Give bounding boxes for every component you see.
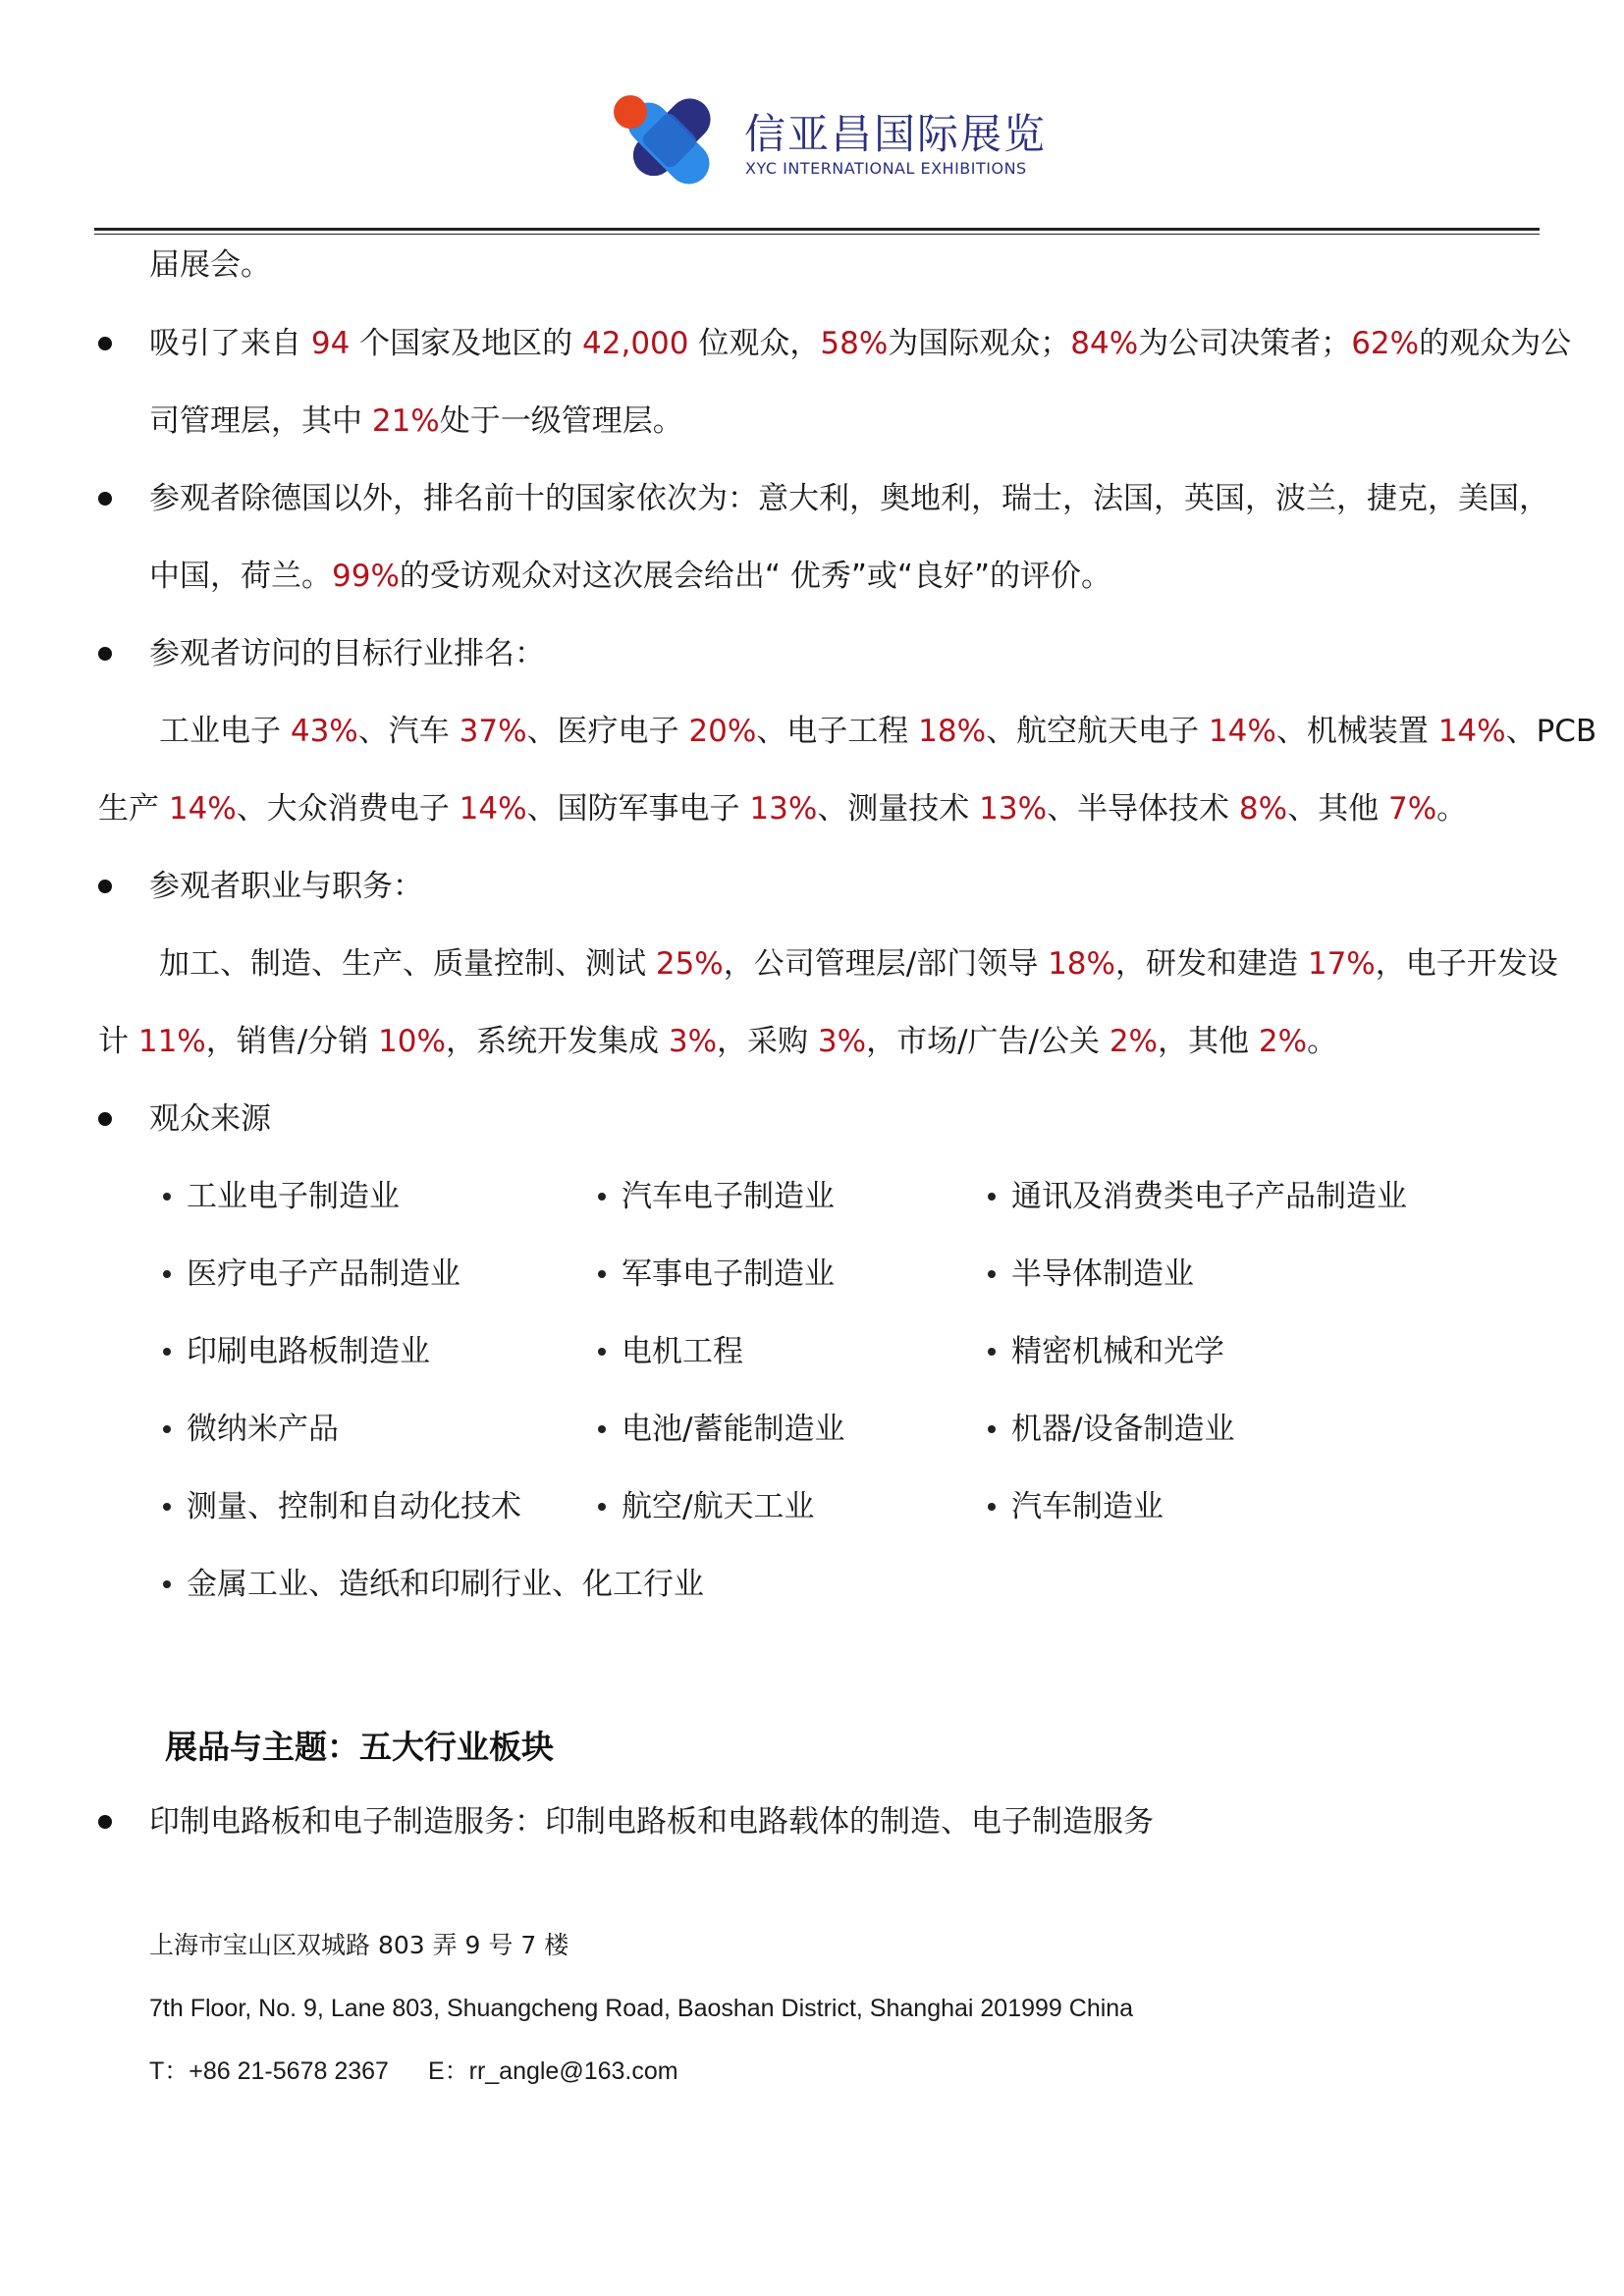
occupation-line2: 计 11%，销售/分销 10%，系统开发集成 3%，采购 3%，市场/广告/公关 2%，其他 2%。 [98,1024,1338,1059]
small-bullet-icon [988,1270,996,1278]
small-bullet-icon [988,1425,996,1433]
occupation-line1: 加工、制造、生产、质量控制、测试 25%，公司管理层/部门领导 18%，研发和建造 17%，电子开发设 [159,946,1558,982]
visitor-stats-line2: 司管理层，其中 21%处于一级管理层。 [149,403,683,439]
industry-ranking-title: 参观者访问的目标行业排名： [149,636,545,671]
small-bullet-icon [598,1348,606,1356]
header-divider-thin [94,234,1540,235]
pcb-topic-line: 印制电路板和电子制造服务：印制电路板和电路载体的制造、电子制造服务 [149,1804,1154,1840]
source-item: 测量、控制和自动化技术 [187,1489,521,1524]
small-bullet-icon [163,1580,171,1588]
intro-tail: 届展会。 [149,247,271,283]
company-logo [609,90,1060,198]
bullet-icon [98,337,112,350]
email: E：rr_angle@163.com [427,2057,678,2085]
source-item: 汽车电子制造业 [622,1179,835,1214]
visitor-sources-title: 观众来源 [149,1101,271,1137]
bullet-icon [98,880,112,893]
source-item: 半导体制造业 [1011,1256,1194,1292]
source-item: 汽车制造业 [1011,1489,1164,1524]
visitor-stats-line1: 吸引了来自 94 个国家及地区的 42,000 位观众，58%为国际观众；84%为公司决策者；62%的观众为公 [149,326,1572,361]
top-countries-line2: 中国，荷兰。99%的受访观众对这次展会给出“ 优秀”或“良好”的评价。 [149,559,1111,594]
source-item: 精密机械和光学 [1011,1334,1224,1369]
address-cn: 上海市宝山区双城路 803 弄 9 号 7 楼 [149,1931,569,1959]
source-item: 军事电子制造业 [622,1256,835,1292]
source-item: 机器/设备制造业 [1011,1412,1235,1447]
phone: T：+86 21-5678 2367 [149,2057,389,2085]
bullet-icon [98,647,112,661]
section-heading: 展品与主题：五大行业板块 [165,1728,554,1766]
occupation-title: 参观者职业与职务： [149,869,423,904]
small-bullet-icon [598,1193,606,1201]
industry-ranking-line2: 生产 14%、大众消费电子 14%、国防军事电子 13%、测量技术 13%、半导体技术 8%、其他 7%。 [98,791,1468,827]
source-item: 电池/蓄能制造业 [622,1412,845,1447]
small-bullet-icon [163,1503,171,1511]
bullet-icon [98,1815,112,1829]
brand-name-en: XYC INTERNATIONAL EXHIBITIONS [745,159,1027,178]
small-bullet-icon [598,1270,606,1278]
small-bullet-icon [988,1503,996,1511]
xyc-logo-icon [609,90,731,200]
source-item: 电机工程 [622,1334,743,1369]
small-bullet-icon [598,1425,606,1433]
source-item: 通讯及消费类电子产品制造业 [1011,1179,1407,1214]
bullet-icon [98,492,112,506]
small-bullet-icon [988,1348,996,1356]
small-bullet-icon [163,1193,171,1201]
source-item: 医疗电子产品制造业 [187,1256,460,1292]
brand-name-cn: 信亚昌国际展览 [744,110,1048,158]
address-en: 7th Floor, No. 9, Lane 803, Shuangcheng Road, Baoshan District, Shanghai 201999 China [149,1995,1134,2022]
source-item: 航空/航天工业 [622,1489,815,1524]
small-bullet-icon [163,1270,171,1278]
small-bullet-icon [598,1503,606,1511]
contact-line [149,2056,678,2087]
source-item: 金属工业、造纸和印刷行业、化工行业 [187,1567,704,1602]
source-item: 印刷电路板制造业 [187,1334,430,1369]
bullet-icon [98,1112,112,1126]
source-item: 微纳米产品 [187,1412,339,1447]
small-bullet-icon [988,1193,996,1201]
small-bullet-icon [163,1348,171,1356]
top-countries-line1: 参观者除德国以外，排名前十的国家依次为：意大利，奥地利，瑞士，法国，英国，波兰，捷克，美国， [149,481,1549,516]
industry-ranking-line1: 工业电子 43%、汽车 37%、医疗电子 20%、电子工程 18%、航空航天电子 14%、机械装置 14%、PCB [159,714,1597,749]
source-item: 工业电子制造业 [187,1179,400,1214]
header-divider [94,228,1540,231]
small-bullet-icon [163,1425,171,1433]
